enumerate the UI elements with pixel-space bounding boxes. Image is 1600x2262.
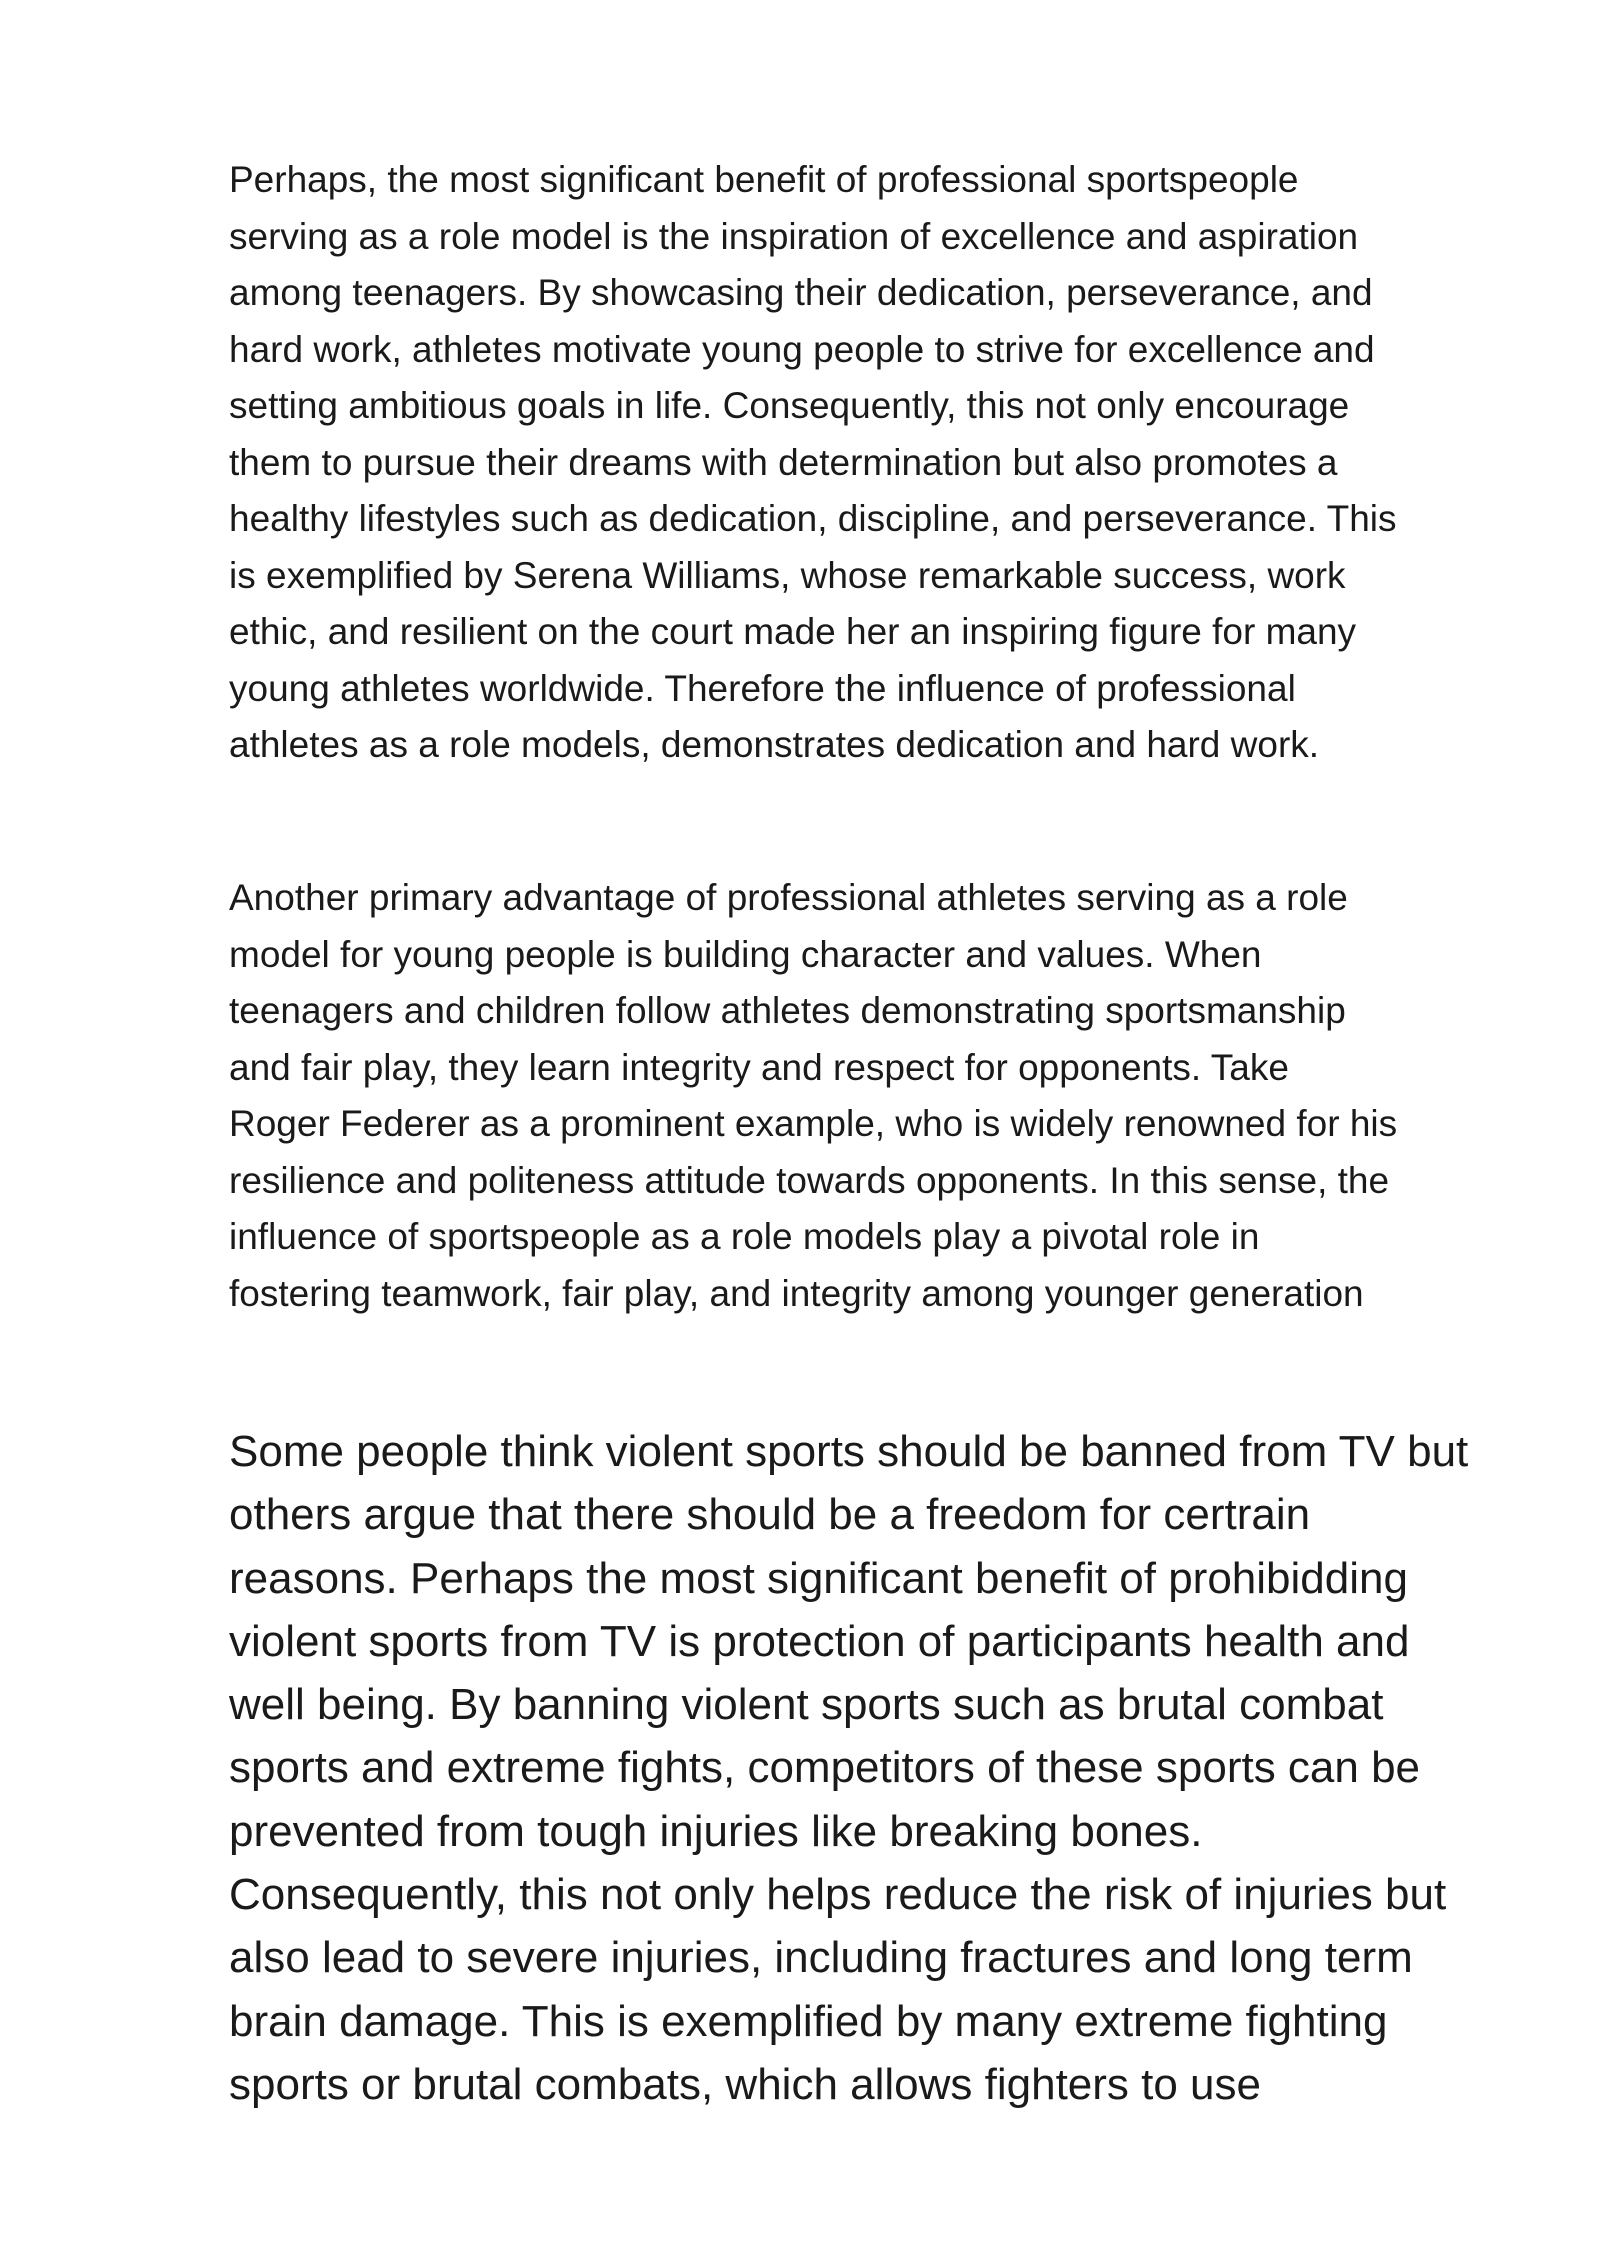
text-line: setting ambitious goals in life. Consequently, this not only encourage (229, 385, 1350, 426)
text-line: Consequently, this not only helps reduce the risk of injuries but (229, 1870, 1447, 1920)
text-line: others argue that there should be a freedom for certrain (229, 1490, 1311, 1540)
text-line: well being. By banning violent sports such as brutal combat (229, 1680, 1384, 1730)
text-line: prevented from tough injuries like breaking bones. (229, 1806, 1203, 1856)
text-line: Another primary advantage of professional athletes serving as a role (229, 877, 1348, 918)
text-line: young athletes worldwide. Therefore the influence of professional (229, 667, 1296, 709)
text-line: sports or brutal combats, which allows fighters to use (229, 2059, 1262, 2109)
text-line: teenagers and children follow athletes demonstrating sportsmanship (229, 990, 1346, 1031)
text-line: sports and extreme fights, competitors of these sports can be (229, 1743, 1421, 1793)
text-line: hard work, athletes motivate young people to strive for excellence and (229, 328, 1375, 370)
paragraph-violent-sports (229, 1420, 1468, 2116)
text-line: ethic, and resilient on the court made her an inspiring figure for many (229, 611, 1357, 652)
text-line: athletes as a role models, demonstrates dedication and hard work. (229, 724, 1320, 765)
text-line: Roger Federer as a prominent example, who is widely renowned for his (229, 1103, 1398, 1144)
text-line: healthy lifestyles such as dedication, discipline, and perseverance. This (229, 498, 1397, 539)
text-line: Perhaps, the most significant benefit of professional sportspeople (229, 159, 1299, 200)
text-line: model for young people is building character and values. When (229, 933, 1262, 975)
text-line: also lead to severe injuries, including fractures and long term (229, 1933, 1413, 1983)
text-line: is exemplified by Serena Williams, whose remarkable success, work (229, 554, 1346, 596)
text-line: among teenagers. By showcasing their dedication, perseverance, and (229, 272, 1373, 313)
text-line: fostering teamwork, fair play, and integrity among younger generation (229, 1272, 1364, 1314)
text-line: reasons. Perhaps the most significant benefit of prohibidding (229, 1553, 1408, 1603)
paragraph-role-model-inspiration (229, 152, 1397, 774)
text-line: Some people think violent sports should be banned from TV but (229, 1427, 1469, 1476)
text-line: influence of sportspeople as a role models play a pivotal role in (229, 1216, 1260, 1257)
text-line: brain damage. This is exemplified by many extreme fighting (229, 1996, 1388, 2046)
text-line: resilience and politeness attitude towards opponents. In this sense, the (229, 1159, 1390, 1201)
paragraph-character-values (229, 870, 1397, 1322)
text-line: them to pursue their dreams with determination but also promotes a (229, 441, 1338, 483)
text-line: and fair play, they learn integrity and respect for opponents. Take (229, 1046, 1289, 1088)
text-line: violent sports from TV is protection of participants health and (229, 1616, 1410, 1666)
text-line: serving as a role model is the inspiration of excellence and aspiration (229, 215, 1359, 257)
